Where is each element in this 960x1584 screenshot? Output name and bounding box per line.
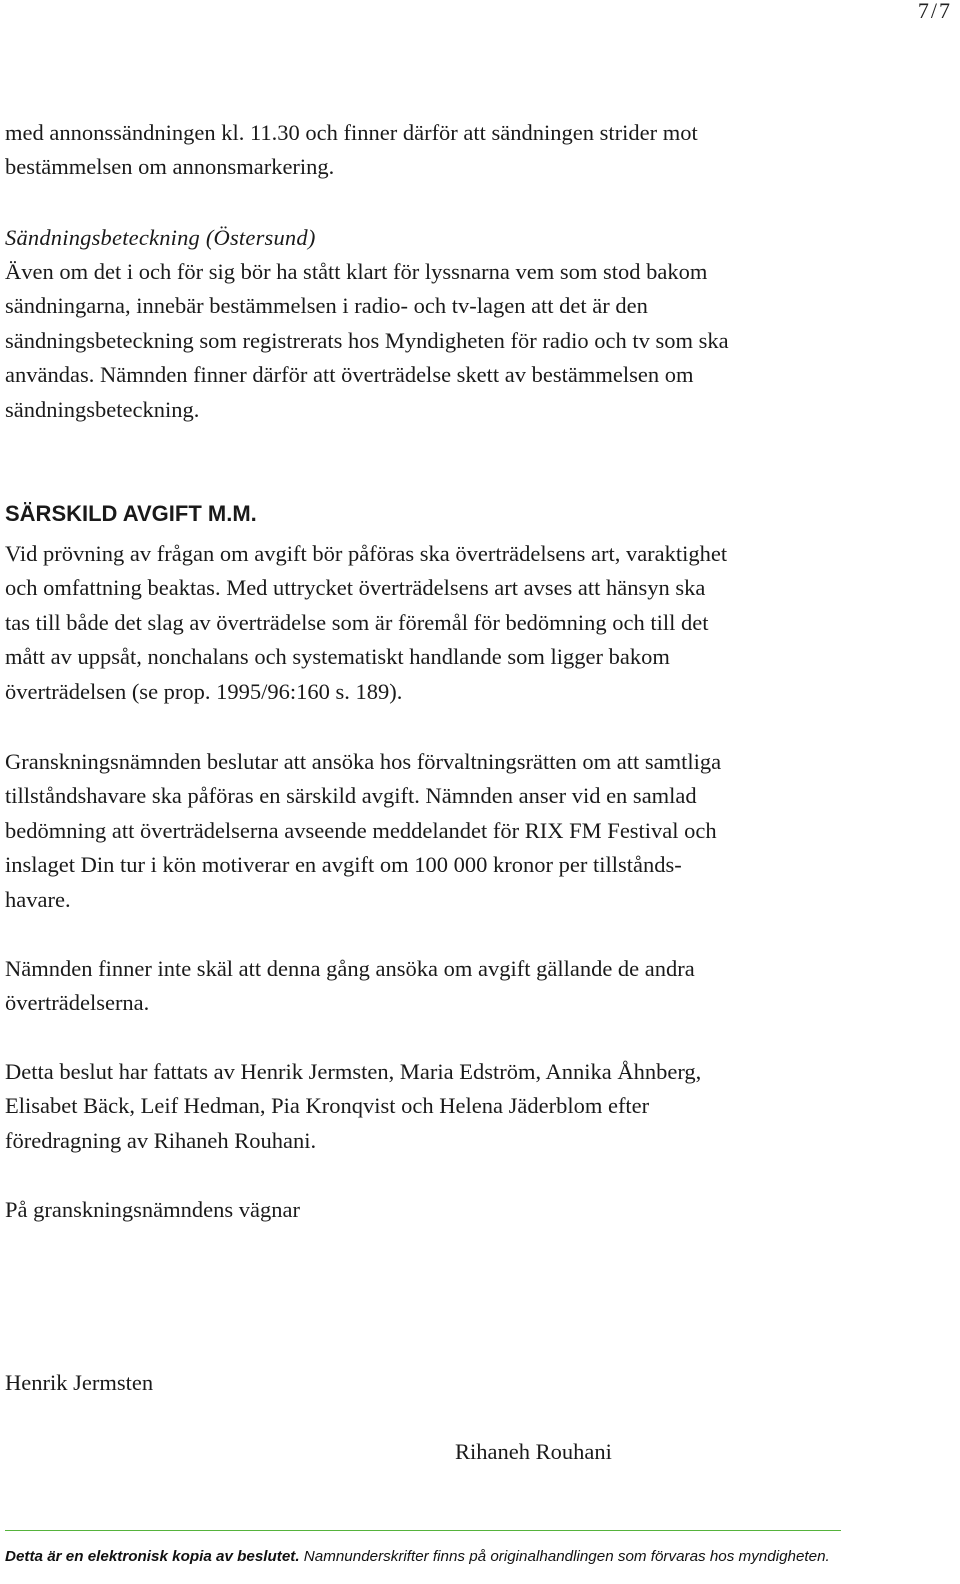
provning-paragraph [5,537,905,709]
footer-text: Namnunderskrifter finns på originalhandlingen som förvaras hos myndigheten. [299,1548,830,1565]
text-line: Detta beslut har fattats av Henrik Jermsten, Maria Edström, Annika Åhnberg, [5,1059,702,1084]
footer-divider [5,1530,841,1531]
signature-right: Rihaneh Rouhani [455,1439,612,1464]
text-line: inslaget Din tur i kön motiverar en avgift om 100 000 kronor per tillstånds- [5,852,682,878]
text-line: havare. [5,886,71,912]
text-line: bedömning att överträdelserna avseende meddelandet för RIX FM Festival och [5,817,717,843]
sandningsbeteckning-paragraph [5,255,905,427]
text-line: tas till både det slag av överträdelse som är föremål för bedömning och till det [5,609,709,635]
text-line: Även om det i och för sig bör ha stått klart för lyssnarna vem som stod bakom [5,259,708,284]
text-line: bestämmelsen om annonsmarkering. [5,154,335,180]
signature-left: Henrik Jermsten [5,1370,154,1395]
intro-paragraph [5,116,905,185]
beslut-paragraph [5,1055,905,1158]
subheading-sandningsbeteckning: Sändningsbeteckning (Östersund) [5,225,316,250]
text-line: sändningsbeteckning som registrerats hos Myndigheten för radio och tv som ska [5,327,729,353]
text-line: föredragning av Rihaneh Rouhani. [5,1127,317,1153]
section-heading-sarskild-avgift: SÄRSKILD AVGIFT M.M. [5,501,257,526]
text-line: Granskningsnämnden beslutar att ansöka hos förvaltningsrätten om att samtliga [5,749,722,774]
text-line: Nämnden finner inte skäl att denna gång ansöka om avgift gällande de andra [5,956,695,981]
text-line: överträdelsen (se prop. 1995/96:160 s. 189). [5,678,403,704]
namnden-paragraph [5,952,905,1021]
footer-bold-text: Detta är en elektronisk kopia av beslutet. [5,1548,300,1565]
vagnar-line: På granskningsnämndens vägnar [5,1197,300,1222]
page-number: 7/7 [917,0,952,23]
text-line: och omfattning beaktas. Med uttrycket överträdelsens art avses att hänsyn ska [5,575,706,601]
text-line: med annonssändningen kl. 11.30 och finner därför att sändningen strider mot [5,120,698,145]
text-line: Vid prövning av frågan om avgift bör påföras ska överträdelsens art, varaktighet [5,541,728,566]
text-line: användas. Nämnden finner därför att överträdelse skett av bestämmelsen om [5,362,694,388]
text-line: tillståndshavare ska påföras en särskild avgift. Nämnden anser vid en samlad [5,783,697,809]
text-line: sändningarna, innebär bestämmelsen i radio- och tv-lagen att det är den [5,293,648,319]
text-line: överträdelserna. [5,990,150,1016]
text-line: mått av uppsåt, nonchalans och systematiskt handlande som ligger bakom [5,644,670,670]
text-line: sändningsbeteckning. [5,396,200,422]
footer-notice [5,1546,830,1568]
granskningsnamnden-paragraph [5,745,905,917]
text-line: Elisabet Bäck, Leif Hedman, Pia Kronqvist och Helena Jäderblom efter [5,1093,650,1119]
